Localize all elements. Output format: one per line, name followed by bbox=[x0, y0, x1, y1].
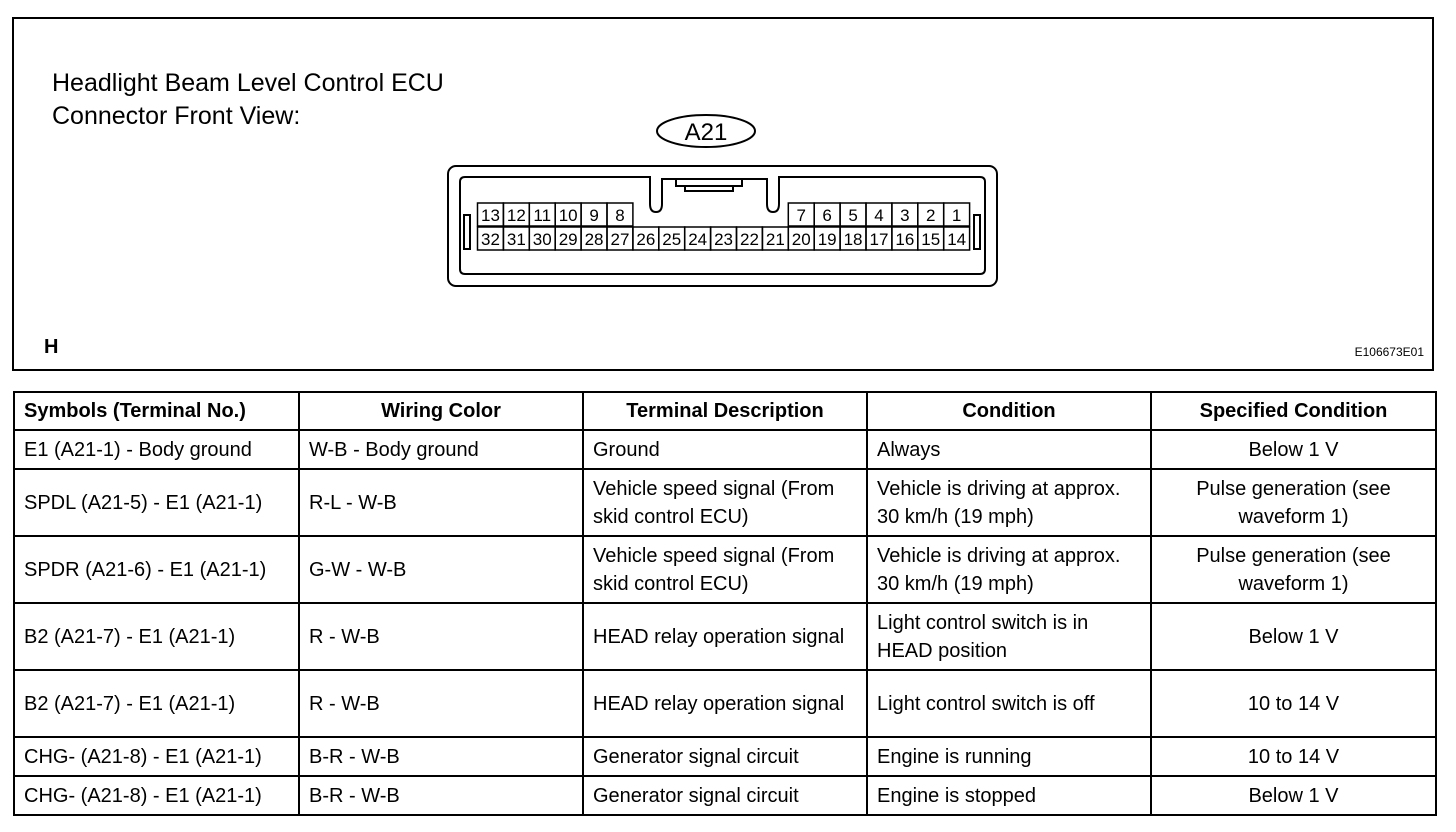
terminal-number: 29 bbox=[558, 230, 578, 249]
cell-condition: Always bbox=[867, 430, 1151, 469]
table-row bbox=[14, 670, 1436, 737]
cell-symbols: SPDR (A21-6) - E1 (A21-1) bbox=[14, 536, 299, 603]
terminal-number: 12 bbox=[506, 206, 526, 225]
cell-symbols: B2 (A21-7) - E1 (A21-1) bbox=[14, 603, 299, 670]
header-symbols: Symbols (Terminal No.) bbox=[14, 392, 299, 430]
terminal-17 bbox=[866, 227, 892, 250]
terminal-number: 14 bbox=[947, 230, 967, 249]
cell-description: Generator signal circuit bbox=[583, 776, 867, 815]
terminal-16 bbox=[892, 227, 918, 250]
terminal-number: 6 bbox=[822, 206, 832, 225]
terminal-29 bbox=[555, 227, 581, 250]
cell-specified: Below 1 V bbox=[1151, 776, 1436, 815]
cell-symbols: E1 (A21-1) - Body ground bbox=[14, 430, 299, 469]
figure-code: E106673E01 bbox=[1354, 345, 1424, 359]
terminal-4 bbox=[866, 203, 892, 226]
corner-label: H bbox=[44, 336, 59, 358]
terminal-24 bbox=[685, 227, 711, 250]
cell-wiring: W-B - Body ground bbox=[299, 430, 583, 469]
terminal-number: 7 bbox=[796, 206, 806, 225]
table-header-row bbox=[14, 392, 1436, 430]
cell-symbols: CHG- (A21-8) - E1 (A21-1) bbox=[14, 737, 299, 776]
header-condition: Condition bbox=[867, 392, 1151, 430]
terminal-number: 3 bbox=[900, 206, 910, 225]
header-wiring-color: Wiring Color bbox=[299, 392, 583, 430]
terminal-11 bbox=[529, 203, 555, 226]
terminal-number: 31 bbox=[506, 230, 526, 249]
cell-symbols: B2 (A21-7) - E1 (A21-1) bbox=[14, 670, 299, 737]
table-row bbox=[14, 430, 1436, 469]
diagram-title-line2: Connector Front View: bbox=[52, 102, 301, 130]
terminal-number: 25 bbox=[662, 230, 682, 249]
connector-id-label bbox=[657, 115, 755, 147]
cell-specified: Below 1 V bbox=[1151, 430, 1436, 469]
cell-description: Vehicle speed signal (From skid control ECU) bbox=[583, 536, 867, 603]
cell-condition: Light control switch is off bbox=[867, 670, 1151, 737]
table-row bbox=[14, 603, 1436, 670]
terminal-31 bbox=[503, 227, 529, 250]
terminal-number: 21 bbox=[765, 230, 785, 249]
cell-wiring: R - W-B bbox=[299, 603, 583, 670]
table-row bbox=[14, 469, 1436, 536]
terminal-number: 16 bbox=[895, 230, 915, 249]
terminal-12 bbox=[503, 203, 529, 226]
table-row bbox=[14, 776, 1436, 815]
top-row-left-terminals bbox=[478, 203, 633, 226]
terminal-2 bbox=[918, 203, 944, 226]
cell-specified: Pulse generation (see waveform 1) bbox=[1151, 536, 1436, 603]
terminal-21 bbox=[762, 227, 788, 250]
terminal-number: 11 bbox=[533, 206, 552, 225]
terminal-number: 18 bbox=[843, 230, 863, 249]
terminal-13 bbox=[478, 203, 504, 226]
terminal-number: 10 bbox=[558, 206, 578, 225]
cell-condition: Engine is running bbox=[867, 737, 1151, 776]
terminal-number: 26 bbox=[636, 230, 656, 249]
terminal-23 bbox=[711, 227, 737, 250]
cell-specified: 10 to 14 V bbox=[1151, 670, 1436, 737]
terminal-20 bbox=[788, 227, 814, 250]
terminal-number: 27 bbox=[610, 230, 630, 249]
cell-wiring: B-R - W-B bbox=[299, 737, 583, 776]
terminal-number: 5 bbox=[848, 206, 858, 225]
cell-description: Ground bbox=[583, 430, 867, 469]
terminal-number: 15 bbox=[921, 230, 941, 249]
terminal-9 bbox=[581, 203, 607, 226]
terminal-number: 23 bbox=[714, 230, 734, 249]
terminal-26 bbox=[633, 227, 659, 250]
terminal-table bbox=[13, 391, 1437, 816]
terminal-number: 8 bbox=[615, 206, 625, 225]
terminal-30 bbox=[529, 227, 555, 250]
cell-condition: Vehicle is driving at approx. 30 km/h (19 mph) bbox=[867, 536, 1151, 603]
terminal-18 bbox=[840, 227, 866, 250]
cell-symbols: CHG- (A21-8) - E1 (A21-1) bbox=[14, 776, 299, 815]
cell-condition: Light control switch is in HEAD position bbox=[867, 603, 1151, 670]
terminal-32 bbox=[478, 227, 504, 250]
connector-drawing bbox=[14, 19, 1436, 373]
cell-description: Generator signal circuit bbox=[583, 737, 867, 776]
terminal-19 bbox=[814, 227, 840, 250]
terminal-number: 9 bbox=[589, 206, 599, 225]
terminal-number: 2 bbox=[926, 206, 936, 225]
cell-wiring: R - W-B bbox=[299, 670, 583, 737]
header-specified-condition: Specified Condition bbox=[1151, 392, 1436, 430]
cell-specified: Below 1 V bbox=[1151, 603, 1436, 670]
cell-condition: Engine is stopped bbox=[867, 776, 1151, 815]
connector-id-text: A21 bbox=[684, 119, 728, 146]
terminal-number: 19 bbox=[817, 230, 837, 249]
top-row-right-terminals bbox=[788, 203, 969, 226]
cell-description: Vehicle speed signal (From skid control ECU) bbox=[583, 469, 867, 536]
cell-wiring: G-W - W-B bbox=[299, 536, 583, 603]
connector-diagram-frame bbox=[12, 17, 1434, 371]
bottom-row-terminals bbox=[478, 227, 970, 250]
cell-specified: 10 to 14 V bbox=[1151, 737, 1436, 776]
terminal-14 bbox=[944, 227, 970, 250]
diagram-title-line1: Headlight Beam Level Control ECU bbox=[52, 69, 444, 97]
terminal-15 bbox=[918, 227, 944, 250]
cell-description: HEAD relay operation signal bbox=[583, 670, 867, 737]
terminal-5 bbox=[840, 203, 866, 226]
cell-condition: Vehicle is driving at approx. 30 km/h (19 mph) bbox=[867, 469, 1151, 536]
terminal-number: 22 bbox=[739, 230, 759, 249]
terminal-number: 30 bbox=[532, 230, 552, 249]
table-row bbox=[14, 536, 1436, 603]
table-row bbox=[14, 737, 1436, 776]
header-terminal-description: Terminal Description bbox=[583, 392, 867, 430]
terminal-6 bbox=[814, 203, 840, 226]
terminal-number: 4 bbox=[874, 206, 884, 225]
terminal-28 bbox=[581, 227, 607, 250]
terminal-8 bbox=[607, 203, 633, 226]
terminal-22 bbox=[737, 227, 763, 250]
terminal-number: 32 bbox=[480, 230, 500, 249]
cell-description: HEAD relay operation signal bbox=[583, 603, 867, 670]
cell-specified: Pulse generation (see waveform 1) bbox=[1151, 469, 1436, 536]
terminal-27 bbox=[607, 227, 633, 250]
terminal-number: 24 bbox=[688, 230, 708, 249]
cell-wiring: R-L - W-B bbox=[299, 469, 583, 536]
terminal-number: 28 bbox=[584, 230, 604, 249]
terminal-3 bbox=[892, 203, 918, 226]
terminal-10 bbox=[555, 203, 581, 226]
terminal-7 bbox=[788, 203, 814, 226]
cell-wiring: B-R - W-B bbox=[299, 776, 583, 815]
cell-symbols: SPDL (A21-5) - E1 (A21-1) bbox=[14, 469, 299, 536]
terminal-number: 20 bbox=[791, 230, 811, 249]
terminal-number: 1 bbox=[951, 206, 962, 225]
terminal-number: 13 bbox=[480, 206, 500, 225]
terminal-1 bbox=[944, 203, 970, 226]
terminal-25 bbox=[659, 227, 685, 250]
terminal-number: 17 bbox=[869, 230, 889, 249]
